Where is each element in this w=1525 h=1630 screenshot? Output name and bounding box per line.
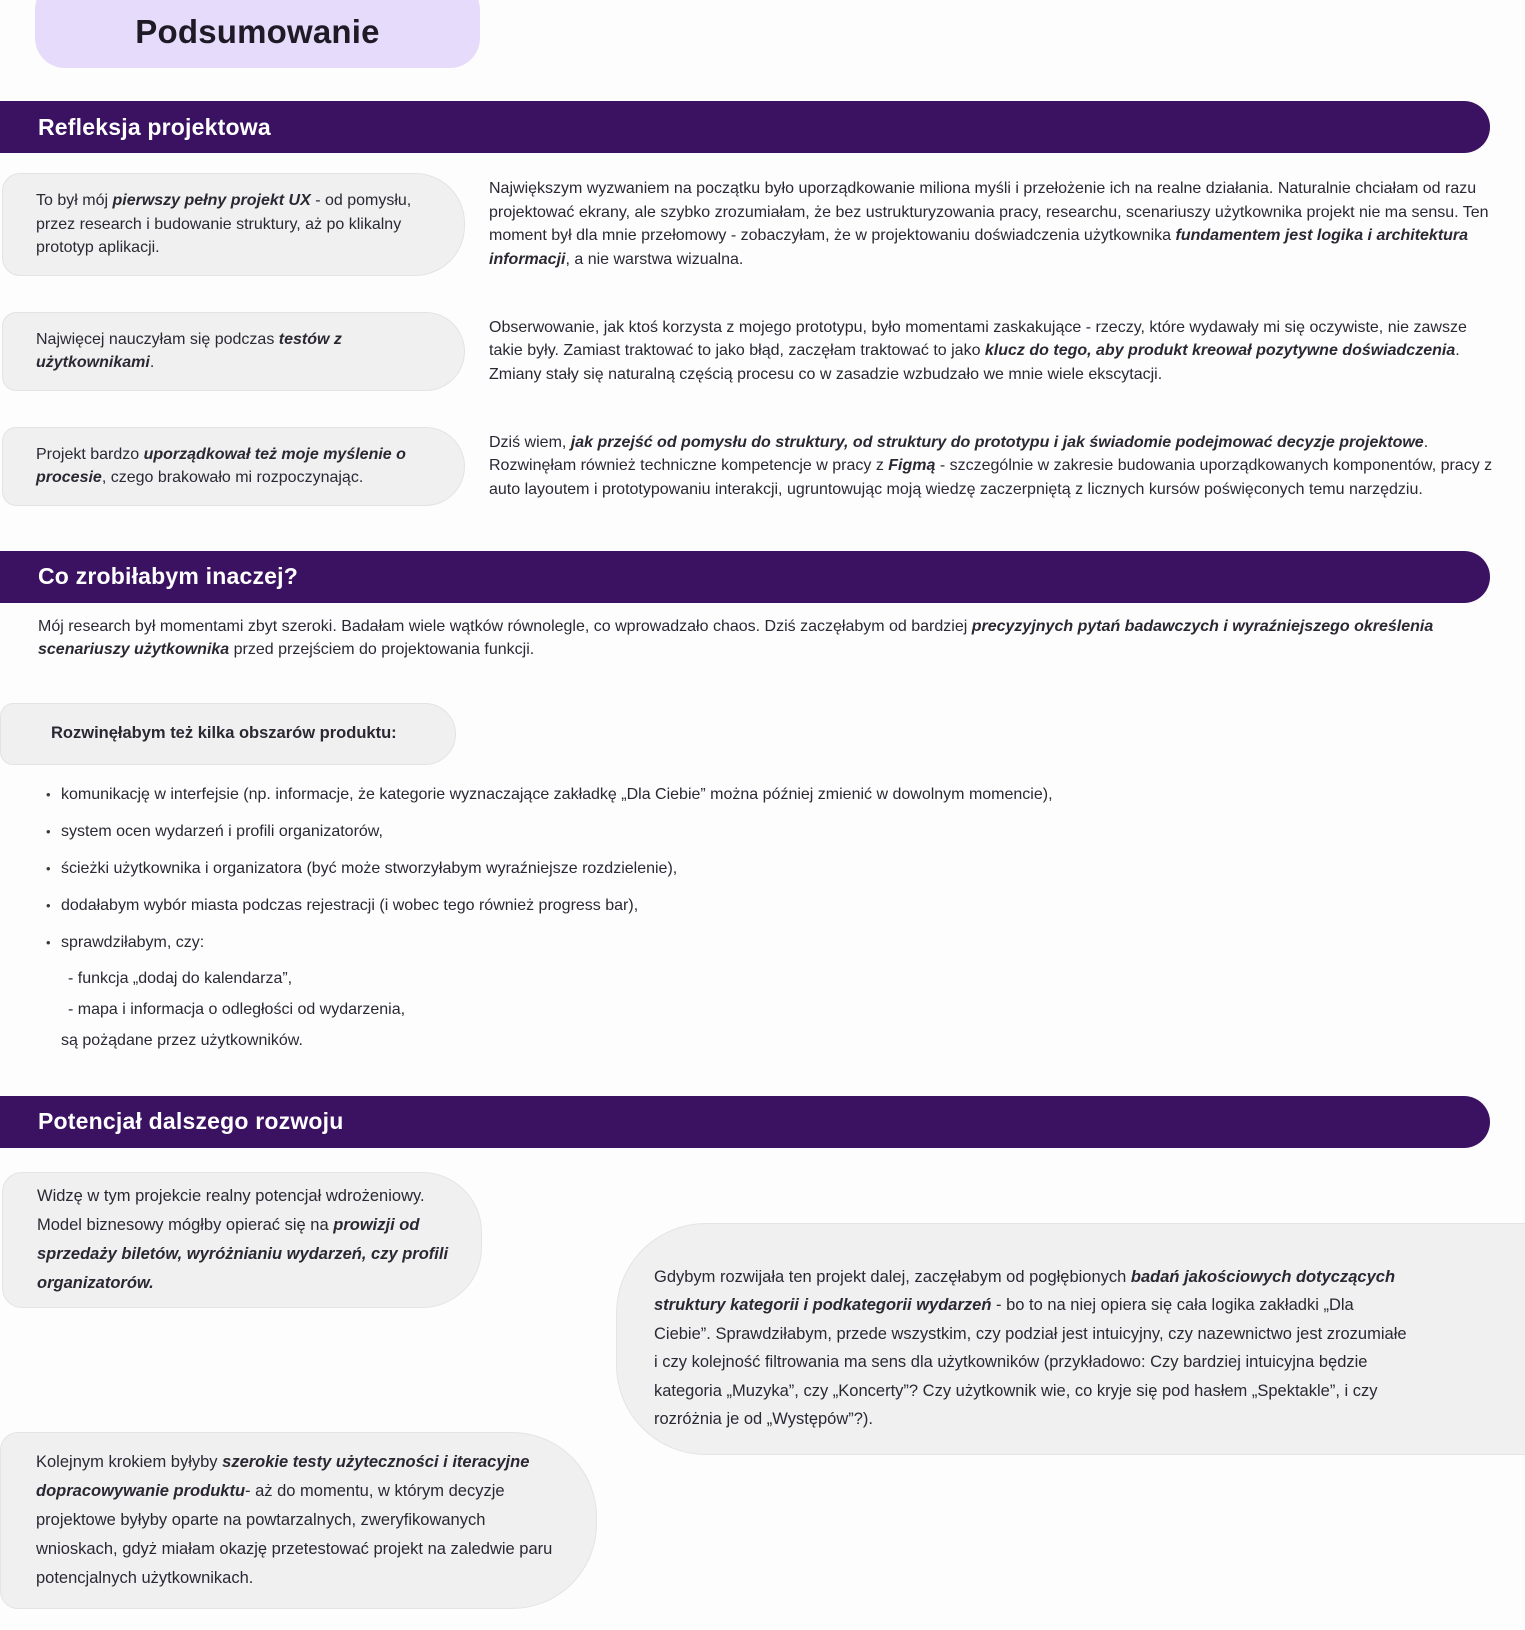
list-item-text: dodałabym wybór miasta podczas rejestracji (i wobec tego również progress bar), (61, 896, 639, 914)
section-heading-differently: Co zrobiłabym inaczej? (38, 563, 299, 589)
page-title: Podsumowanie (135, 13, 380, 50)
sub-item-calendar: - funkcja „dodaj do kalendarza”, (68, 969, 293, 987)
list-item-text: komunikację w interfejsie (np. informacje, że kategorie wyznaczające zakładkę „Dla Ciebie” można później zmienić w dowolnym momencie), (61, 785, 1053, 803)
paragraph-biggest-challenge: Największym wyzwaniem na początku było uporządkowanie miliona myśli i przełożenie ich na realne działania. Naturalnie chciałam od razu projektować ekrany, ale szybko zrozumiałam, że bez ustrukturyzowania pracy, researchu, scenariuszy użytkownika projekt nie ma sensu. Ten moment był dla mnie przełomowy - zobaczyłam, że w projektowaniu doświadczenia użytkownika fundamentem jest logika i architektura informacji, a nie warstwa wizualna. (489, 180, 1489, 268)
paragraph-observing-users: Obserwowanie, jak ktoś korzysta z mojego prototypu, było momentami zaskakujące - rzeczy, które wydawały mi się oczywiste, nie zawsze takie były. Zamiast traktować to jako błąd, zaczęłam traktować to jako klucz do tego, aby produkt kreował pozytywne doświadczenia. Zmiany stały się naturalną częścią procesu co w zasadzie wzbudzało we mnie wiele ekscytacji. (489, 318, 1467, 383)
paragraph-skills-gained: Dziś wiem, jak przejść od pomysłu do struktury, od struktury do prototypu i jak świadomie podejmować decyzje projektowe. Rozwinęłam również techniczne kompetencje w pracy z Figmą - szczególnie w zakresie budowania uporządkowanych komponentów, pracy z auto layoutem i prototypowaniu interakcji, ugruntowując moją wiedzę zaczerpniętą z licznych kursów poświęconych temu narzędziu. (489, 433, 1493, 498)
potential-section (0, 1148, 1525, 1630)
bullet-icon: • (46, 934, 51, 950)
sub-item-map: - mapa i informacja o odległości od wydarzenia, (68, 1000, 406, 1018)
page-title-chip (35, 0, 480, 68)
card-qualitative-research: Gdybym rozwijała ten projekt dalej, zaczęłabym od pogłębionych badań jakościowych dotyczących struktury kategorii i podkategorii wydarzeń - bo to na niej opiera się cała logika zakładki „Dla Ciebie”. Sprawdziłabym, przede wszystkim, czy podział jest intuicyjny, czy nazewnictwo jest zrozumiałe i czy kolejność filtrowania ma sens dla użytkowników (przykładowo: Czy bardziej intuicyjna będzie kategoria „Muzyka”, czy „Koncerty”? Czy użytkownik wie, co kryje się pod hasłem „Spektakle”, i czy rozróżnia je od „Występów”?). (616, 1223, 1525, 1455)
section-banner-potential (0, 1096, 1490, 1148)
section-heading-potential: Potencjał dalszego rozwoju (38, 1108, 344, 1134)
reflection-row-3 (2, 427, 1525, 506)
bullet-icon: • (46, 786, 51, 802)
list-item-text: ścieżki użytkownika i organizatora (być może stworzyłabym wyraźniejsze rozdzielenie), (61, 859, 678, 877)
highlight-card-first-ux-project: To był mój pierwszy pełny projekt UX - od pomysłu, przez research i budowanie struktury, aż po klikalny prototyp aplikacji. (2, 173, 465, 276)
card-business-model: Widzę w tym projekcie realny potencjał wdrożeniowy. Model biznesowy mógłby opierać się na prowizji od sprzedaży biletów, wyróżnianiu wydarzeń, czy profili organizatorów. (2, 1172, 482, 1308)
section-banner-reflection (0, 101, 1490, 153)
list-item (46, 783, 1525, 807)
list-item-head: sprawdziłabym, czy: (61, 933, 205, 951)
bullet-icon: • (46, 897, 51, 913)
list-item (46, 931, 1525, 1056)
card-usability-tests: Kolejnym krokiem byłyby szerokie testy użyteczności i iteracyjne dopracowywanie produktu- aż do momentu, w którym decyzje projektowe byłyby oparte na powtarzalnych, zweryfikowanych wnioskach, gdyż miałam okazję przetestować projekt na zaledwie paru potencjalnych użytkownikach. (0, 1432, 597, 1609)
list-item (46, 857, 1525, 881)
highlight-card-product-areas: Rozwinęłabym też kilka obszarów produktu: (0, 703, 456, 765)
reflection-rows (0, 153, 1525, 506)
section-heading-reflection: Refleksja projektowa (38, 113, 271, 140)
bullet-icon: • (46, 860, 51, 876)
highlight-card-process-thinking: Projekt bardzo uporządkował też moje myślenie o procesie, czego brakowało mi rozpoczynając. (2, 427, 465, 506)
bullet-icon: • (46, 823, 51, 839)
sub-list-tail: są pożądane przez użytkowników. (61, 1031, 303, 1049)
list-item (46, 820, 1525, 844)
list-item-text (61, 931, 405, 1056)
paragraph-research-too-broad: Mój research był momentami zbyt szeroki. Badałam wiele wątków równolegle, co wprowadzało chaos. Dziś zaczęłabym od bardziej precyzyjnych pytań badawczych i wyraźniejszego określenia scenariuszy użytkownika przed przejściem do projektowania funkcji. (38, 617, 1434, 658)
list-item-text: system ocen wydarzeń i profili organizatorów, (61, 822, 383, 840)
sub-list (61, 963, 405, 1056)
highlight-card-user-tests: Najwięcej nauczyłam się podczas testów z użytkownikami. (2, 312, 465, 391)
reflection-row-2 (2, 312, 1525, 391)
section-banner-differently (0, 551, 1490, 603)
list-item (46, 894, 1525, 918)
reflection-row-1 (2, 173, 1525, 276)
product-areas-list (46, 783, 1525, 1056)
